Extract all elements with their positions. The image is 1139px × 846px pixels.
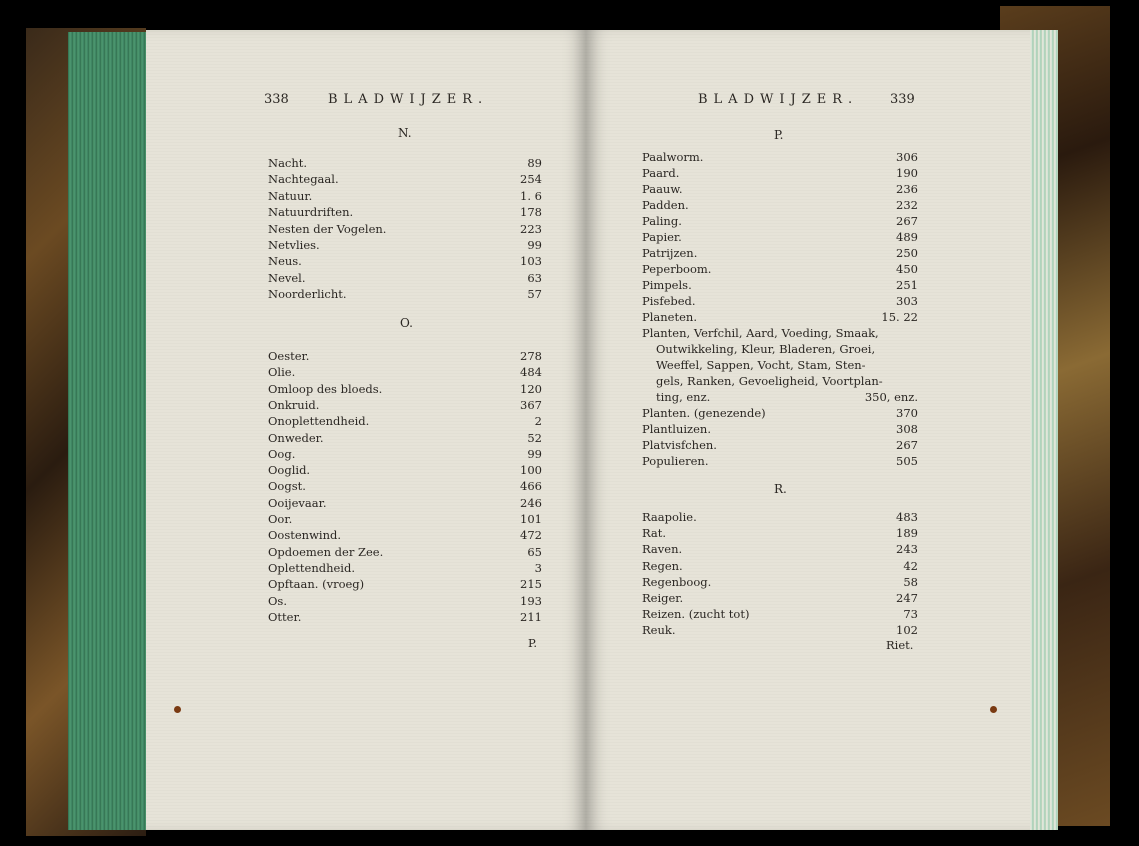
index-term: Onoplettendheid. [268,414,370,429]
section-letter-n: N. [398,126,412,140]
index-term: Omloop des bloeds. [268,381,383,396]
left-page-number: 338 [264,92,289,107]
index-page-number: 100 [520,463,542,478]
index-page-number: 120 [520,381,542,396]
index-page-number: 215 [520,577,542,592]
stain-mark [174,706,181,713]
index-page-number: 58 [903,574,918,589]
index-page-number: 267 [896,438,918,452]
long-entry-line: Outwikkeling, Kleur, Bladeren, Groei, [656,342,876,356]
index-page-number: 483 [896,510,918,524]
index-term: Platvisfchen. [642,438,717,452]
index-page-number: 247 [896,591,918,605]
index-term: Paalworm. [642,150,704,164]
index-page-number: 57 [527,287,542,302]
index-page-number: 89 [527,156,542,170]
index-term: Nacht. [268,156,308,170]
catchword: P. [528,636,538,650]
index-page-number: 103 [520,254,542,269]
index-page-number: 505 [896,454,918,468]
index-term: Patrijzen. [642,246,698,260]
index-term: Plantluizen. [642,422,711,436]
right-running-header: BLADWIJZER. [698,92,859,107]
index-page-number: 101 [520,512,542,526]
index-page-number: 484 [520,365,542,380]
index-page-number: 306 [896,150,918,164]
index-term: Populieren. [642,454,709,468]
index-term: Nesten der Vogelen. [268,221,387,236]
index-page-number: 267 [896,214,918,228]
page-edges-right [1026,30,1058,830]
index-term: Otter. [268,609,302,624]
index-term: Peperboom. [642,262,712,276]
index-page-number: 189 [896,526,918,541]
index-page-number: 99 [527,238,542,252]
index-term: Planeten. [642,310,697,324]
index-page-number: 102 [896,623,918,638]
index-page-number: 246 [520,495,542,510]
index-page-number: 2 [534,414,542,429]
index-term: Oostenwind. [268,528,342,543]
index-term: Raapolie. [642,510,697,524]
page-edges-left [68,32,150,830]
long-entry-line: Weeffel, Sappen, Vocht, Stam, Sten- [656,358,866,372]
index-term: Olie. [268,365,296,380]
stain-mark [990,706,997,713]
index-term: Noorderlicht. [268,287,347,302]
index-page-number: 308 [896,422,918,436]
index-term: Oester. [268,349,310,363]
index-term: Neus. [268,254,302,269]
index-term: Papier. [642,230,682,244]
index-term: Raven. [642,542,683,557]
catchword: Riet. [886,638,914,652]
index-term: Nevel. [268,270,306,285]
index-term: Natuurdriften. [268,205,354,220]
index-term: Opdoemen der Zee. [268,544,384,559]
index-term: Oog. [268,446,296,461]
index-term: Padden. [642,198,689,212]
index-term: Pisfebed. [642,294,696,308]
index-page-number: 211 [520,609,542,624]
index-page-number: 251 [896,278,918,292]
index-term: Os. [268,593,287,608]
index-term: Reizen. (zucht tot) [642,607,750,622]
index-term: Oplettendheid. [268,560,355,575]
index-term: Rat. [642,526,667,541]
index-term: Planten. (genezende) [642,406,766,420]
index-page-number: 193 [520,593,542,608]
index-page-number: 52 [527,430,542,445]
index-page-number: 178 [520,205,542,220]
index-page-number: 466 [520,479,542,494]
index-term: Onkruid. [268,397,320,412]
index-page-number: 472 [520,528,542,543]
index-page-number: 370 [896,406,918,420]
index-term: Ooglid. [268,463,311,478]
index-page-number: 367 [520,397,542,412]
section-letter-o: O. [400,316,413,330]
index-page-number: 450 [896,262,918,276]
index-term: Regenboog. [642,574,712,589]
index-term: Paling. [642,214,682,228]
section-letter-r: R. [774,482,787,496]
index-page-number: 15. 22 [881,310,918,324]
index-page-number: 190 [896,166,918,180]
index-page-number: 303 [896,294,918,308]
index-term: Pimpels. [642,278,692,292]
long-entry-line: Planten, Verfchil, Aard, Voeding, Smaak, [642,326,879,340]
index-page-number: 243 [896,542,918,557]
left-page [146,30,586,830]
index-page-number: 65 [527,544,542,559]
index-term: Oogst. [268,479,306,494]
index-term: Natuur. [268,188,313,203]
index-page-number: 236 [896,182,918,196]
section-letter-p: P. [774,128,784,142]
index-term: Opftaan. (vroeg) [268,577,365,592]
index-page-number: 42 [903,558,918,573]
index-page-number: 232 [896,198,918,212]
index-term: Oor. [268,512,293,526]
index-term: Netvlies. [268,238,320,252]
index-term: Reiger. [642,591,684,605]
right-page [586,30,1030,830]
index-term: Regen. [642,558,683,573]
index-page-number: 278 [520,349,542,363]
index-term: Nachtegaal. [268,172,339,187]
index-term: Paard. [642,166,680,180]
index-page-number: 223 [520,221,542,236]
index-term: Reuk. [642,623,676,638]
index-page-number: 73 [903,607,918,622]
index-page-number: 99 [527,446,542,461]
index-term: Paauw. [642,182,683,196]
left-running-header: BLADWIJZER. [328,92,489,107]
index-page-number: 3 [534,560,542,575]
long-entry-line: gels, Ranken, Gevoeligheid, Voortplan- [656,374,883,388]
index-page-number: 489 [896,230,918,244]
index-page-number: 254 [520,172,542,187]
index-term: Onweder. [268,430,324,445]
index-page-number: 250 [896,246,918,260]
index-page-number: 1. 6 [520,188,542,203]
right-page-number: 339 [890,92,915,107]
index-page-number: 63 [527,270,542,285]
long-entry-line: ting, enz. [656,390,711,404]
long-entry-page: 350, enz. [864,390,918,404]
index-term: Ooijevaar. [268,495,327,510]
